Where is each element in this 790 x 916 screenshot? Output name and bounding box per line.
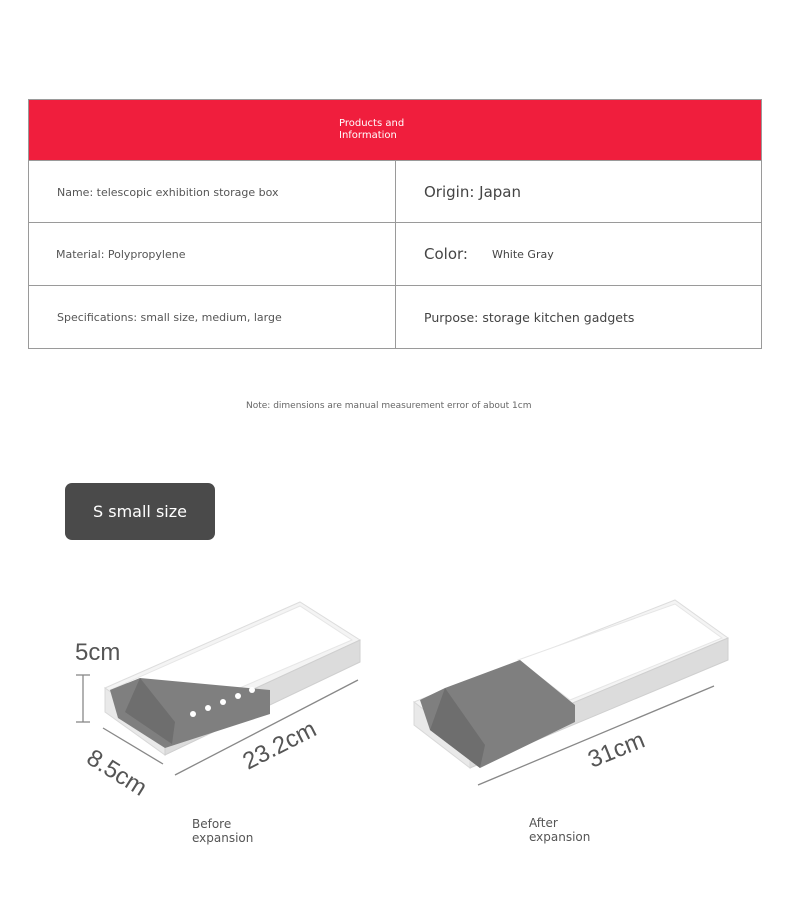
box-before-illustration bbox=[105, 602, 360, 755]
caption-after: After expansion bbox=[529, 816, 591, 844]
color-label: Color: bbox=[424, 245, 468, 263]
specifications-cell: Specifications: small size, medium, large bbox=[57, 310, 282, 324]
box-after-illustration bbox=[414, 600, 728, 768]
caption-before: Before expansion bbox=[192, 817, 254, 845]
material-cell: Material: Polypropylene bbox=[56, 247, 186, 261]
width-label: 8.5cm bbox=[81, 744, 152, 802]
purpose-cell: Purpose: storage kitchen gadgets bbox=[424, 309, 635, 325]
measurement-note: Note: dimensions are manual measurement error of about 1cm bbox=[246, 401, 532, 411]
height-label: 5cm bbox=[75, 639, 121, 666]
length-before-label: 23.2cm bbox=[238, 715, 321, 776]
color-value: White Gray bbox=[491, 247, 554, 261]
name-cell: Name: telescopic exhibition storage box bbox=[57, 185, 279, 199]
origin-cell: Origin: Japan bbox=[424, 183, 521, 201]
size-badge: S small size bbox=[65, 483, 215, 540]
length-after-label: 31cm bbox=[584, 726, 649, 774]
spec-header-title: Products and Information bbox=[339, 118, 405, 141]
